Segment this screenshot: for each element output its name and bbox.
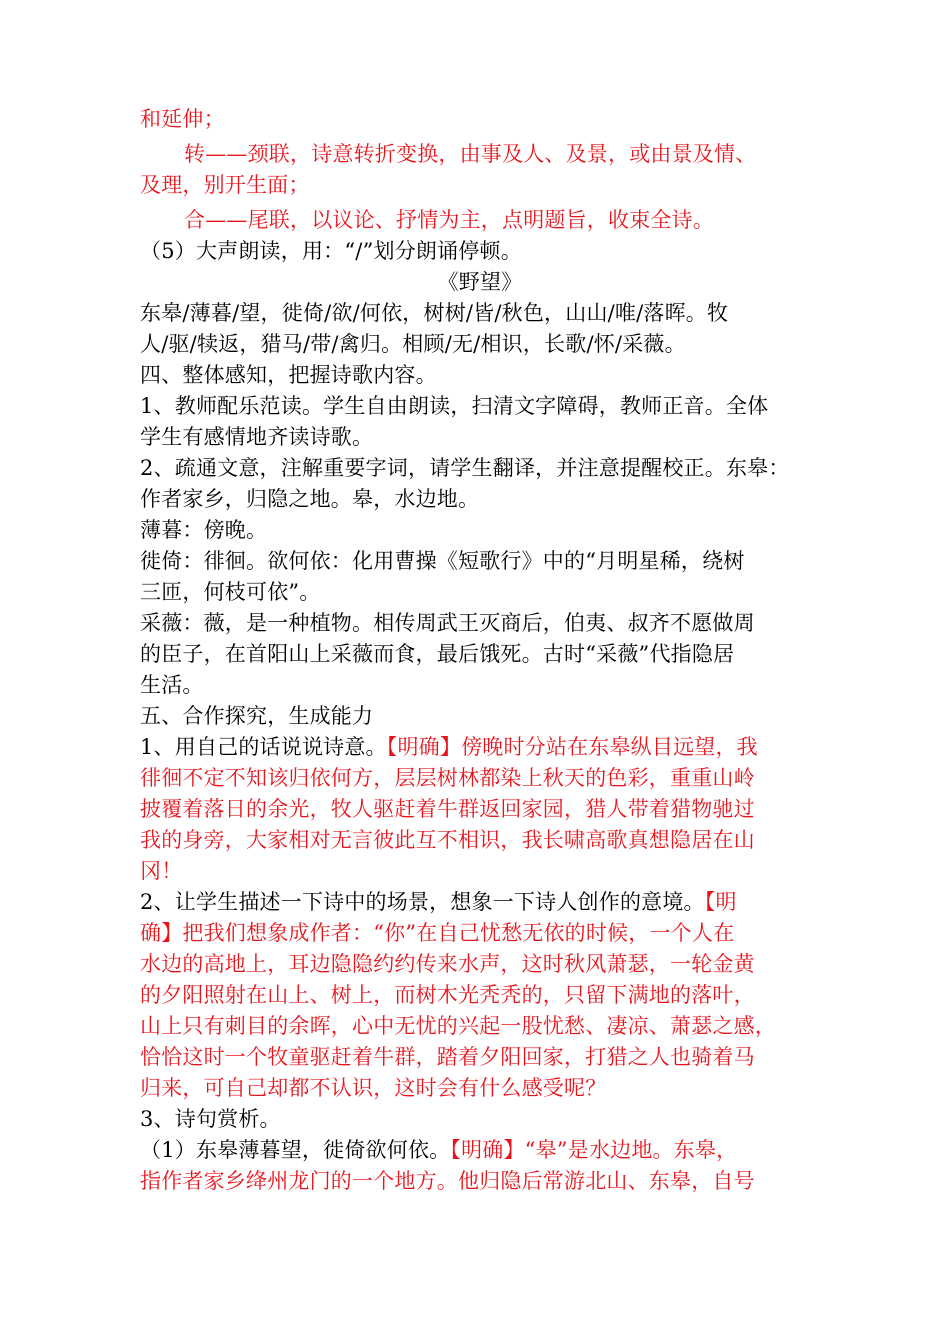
text-line: 徙倚：徘徊。欲何依：化用曹操《短歌行》中的“月明星稀，绕树 — [140, 549, 745, 573]
answer-text: 【明确】傍晚时分站在东皋纵目远望，我 — [386, 735, 758, 759]
text-line: 山上只有刺目的余晖，心中无忧的兴起一股忧愁、凄凉、萧瑟之感， — [140, 1014, 776, 1038]
poem-title: 《野望》 — [437, 270, 523, 294]
text-line: 转——颈联，诗意转折变换，由事及人、及景，或由景及情、 — [184, 142, 757, 166]
poem-line: 东皋/薄暮/望，徙倚/欲/何依，树树/皆/秋色，山山/唯/落晖。牧 — [140, 301, 729, 325]
text-line: 采薇：薇，是一种植物。相传周武王灭商后，伯夷、叔齐不愿做周 — [140, 611, 755, 635]
text-line: （5）大声朗读，用：“/”划分朗诵停顿。 — [140, 239, 522, 263]
text-line — [140, 887, 820, 918]
text-line: 生活。 — [140, 673, 204, 697]
question-text: 2、让学生描述一下诗中的场景，想象一下诗人创作的意境。 — [140, 890, 705, 914]
text-line: 的臣子，在首阳山上采薇而食，最后饿死。古时“采薇”代指隐居 — [140, 642, 735, 666]
text-line: 三匝，何枝可依”。 — [140, 580, 321, 604]
text-line: 徘徊不定不知该归依何方，层层树林都染上秋天的色彩，重重山岭 — [140, 766, 755, 790]
answer-text: 【明 — [704, 890, 737, 914]
text-line: 冈！ — [140, 859, 183, 883]
poem-line: 人/驱/犊返，猎马/带/禽归。相顾/无/相识，长歌/怀/采薇。 — [140, 332, 686, 356]
document-page — [140, 104, 820, 1197]
text-line: 合——尾联，以议论、抒情为主，点明题旨，收束全诗。 — [184, 208, 714, 232]
text-line: 恰恰这时一个牧童驱赶着牛群，踏着夕阳回家，打猎之人也骑着马 — [140, 1045, 755, 1069]
answer-text: 【明确】“皋”是水边地。东皋， — [450, 1138, 738, 1162]
text-line: 1、教师配乐范读。学生自由朗读，扫清文字障碍，教师正音。全体 — [140, 394, 769, 418]
question-text: （1）东皋薄暮望，徙倚欲何依。 — [140, 1138, 451, 1162]
text-line: 3、诗句赏析。 — [140, 1107, 281, 1131]
text-line: 指作者家乡绛州龙门的一个地方。他归隐后常游北山、东皋，自号 — [140, 1169, 755, 1193]
text-line: 披覆着落日的余光，牧人驱赶着牛群返回家园，猎人带着猎物驰过 — [140, 797, 755, 821]
text-line: 学生有感情地齐读诗歌。 — [140, 425, 374, 449]
text-line: 确】把我们想象成作者：“你”在自己忧愁无依的时候，一个人在 — [140, 921, 735, 945]
text-line — [140, 1135, 820, 1166]
text-line: 的夕阳照射在山上、树上，而树木光秃秃的，只留下满地的落叶， — [140, 983, 755, 1007]
text-line: 及理，别开生面； — [140, 173, 310, 197]
text-line: 和延伸； — [140, 107, 225, 131]
text-line — [140, 732, 820, 763]
text-line: 归来，可自己却都不认识，这时会有什么感受呢？ — [140, 1076, 607, 1100]
text-line: 2、疏通文意，注解重要字词，请学生翻译，并注意提醒校正。东皋： — [140, 456, 790, 480]
section-heading: 四、整体感知，把握诗歌内容。 — [140, 363, 437, 387]
text-line: 作者家乡，归隐之地。皋，水边地。 — [140, 487, 480, 511]
question-text: 1、用自己的话说说诗意。 — [140, 735, 387, 759]
text-line: 水边的高地上，耳边隐隐约约传来水声，这时秋风萧瑟，一轮金黄 — [140, 952, 755, 976]
section-heading: 五、合作探究，生成能力 — [140, 704, 374, 728]
text-line: 我的身旁，大家相对无言彼此互不相识，我长啸高歌真想隐居在山 — [140, 828, 755, 852]
text-line: 薄暮：傍晚。 — [140, 518, 268, 542]
